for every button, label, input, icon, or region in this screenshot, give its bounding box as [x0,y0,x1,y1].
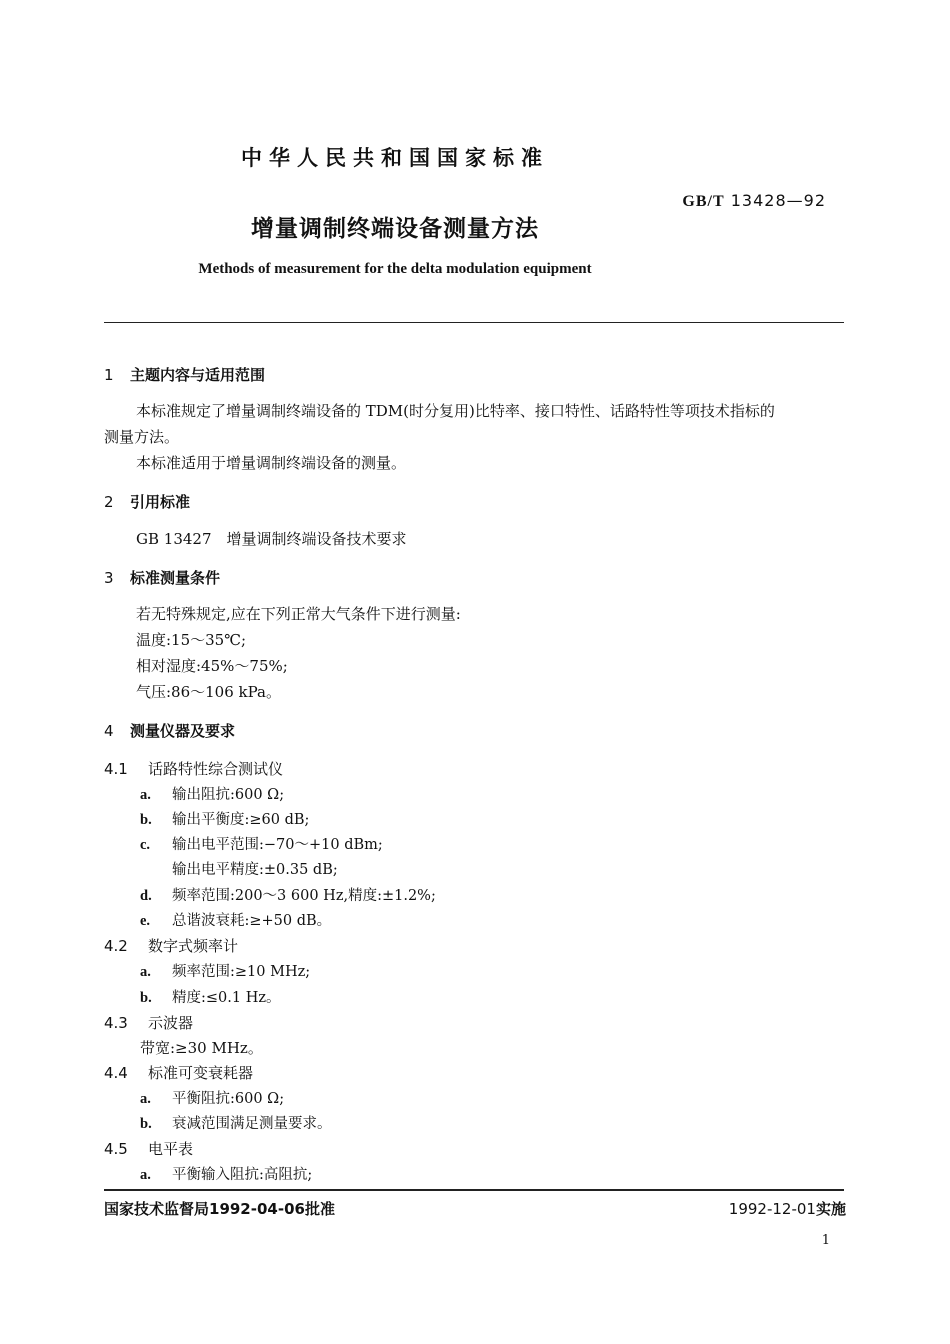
item-text: 精度:≤0.1 Hz。 [172,990,281,1006]
section-title: 标准测量条件 [130,569,221,587]
header-divider [104,322,844,323]
section-number: 2 [104,493,114,511]
paragraph: 若无特殊规定,应在下列正常大气条件下进行测量: [136,605,461,623]
subsection-4-1-heading [104,758,283,779]
list-item [140,783,284,804]
list-item [140,960,310,981]
list-item [140,1087,284,1108]
approval-info: 国家技术监督局1992-04-06批准 [104,1200,335,1218]
section-number: 4 [104,722,114,740]
subsection-number: 4.1 [104,760,128,778]
subsection-number: 4.4 [104,1064,128,1082]
section-4-heading [104,720,235,741]
item-text: 频率范围:≥10 MHz; [172,964,311,980]
subsection-4-4-heading [104,1062,253,1083]
subsection-4-2-heading [104,935,238,956]
implementation-date: 1992-12-01 [728,1200,816,1218]
condition-temperature: 温度:15～35℃; [136,631,247,649]
item-text: 总谐波衰耗:≥+50 dB。 [172,913,332,929]
section-title: 引用标准 [130,493,191,511]
section-1-heading [104,364,265,385]
item-letter: a. [140,1091,151,1107]
subsection-title: 示波器 [148,1014,194,1032]
subsection-4-3-heading [104,1012,193,1033]
bandwidth-spec: 带宽:≥30 MHz。 [140,1039,263,1057]
list-item [140,808,309,829]
document-title: 增量调制终端设备测量方法 [251,216,539,242]
item-letter: a. [140,787,151,803]
reference-standard: GB 13427 增量调制终端设备技术要求 [136,530,407,548]
item-letter: b. [140,1116,152,1132]
condition-humidity: 相对湿度:45%～75%; [136,657,288,675]
subsection-number: 4.5 [104,1140,128,1158]
section-title: 主题内容与适用范围 [130,366,266,384]
section-number: 1 [104,366,114,384]
list-item-continuation: 输出电平精度:±0.35 dB; [172,862,338,878]
paragraph: 本标准规定了增量调制终端设备的 TDM(时分复用)比特率、接口特性、话路特性等项技术指标的 [136,402,775,420]
page-number: 1 [821,1233,830,1248]
list-item [140,884,436,905]
item-letter: a. [140,1167,151,1183]
item-letter: a. [140,964,151,980]
item-letter: e. [140,913,151,929]
item-text: 输出阻抗:600 Ω; [172,787,285,803]
item-letter: d. [140,888,152,904]
subsection-title: 电平表 [148,1140,194,1158]
condition-pressure: 气压:86～106 kPa。 [136,683,281,701]
standard-code [682,191,826,211]
paragraph-continuation: 测量方法。 [104,428,180,446]
list-item [140,986,281,1007]
item-text: 输出平衡度:≥60 dB; [172,812,310,828]
subsection-4-5-heading [104,1138,193,1159]
item-letter: b. [140,990,152,1006]
subsection-title: 标准可变衰耗器 [148,1064,254,1082]
item-text: 输出电平范围:−70～+10 dBm; [172,837,383,853]
list-item [140,833,383,854]
item-text: 衰减范围满足测量要求。 [172,1116,332,1132]
section-3-heading [104,567,220,588]
implementation-label: 实施 [815,1200,846,1218]
subsection-number: 4.3 [104,1014,128,1032]
list-item [140,909,331,930]
item-text: 频率范围:200～3 600 Hz,精度:±1.2%; [172,888,436,904]
subsection-number: 4.2 [104,937,128,955]
section-number: 3 [104,569,114,587]
item-letter: b. [140,812,152,828]
section-title: 测量仪器及要求 [130,722,236,740]
subsection-title: 数字式频率计 [148,937,239,955]
footer-divider [104,1189,844,1191]
standard-code-prefix: GB/T [682,193,725,210]
item-letter: c. [140,837,151,853]
document-subtitle: Methods of measurement for the delta modulation equipment [198,261,592,277]
section-2-heading [104,491,190,512]
item-text: 平衡阻抗:600 Ω; [172,1091,285,1107]
list-item [140,1163,312,1184]
item-text: 平衡输入阻抗:高阻抗; [172,1167,313,1183]
paragraph: 本标准适用于增量调制终端设备的测量。 [136,454,407,472]
issuing-authority: 中华人民共和国国家标准 [241,146,549,170]
implementation-info [729,1198,846,1219]
subsection-title: 话路特性综合测试仪 [148,760,284,778]
list-item [140,1112,332,1133]
standard-code-number: 13428—92 [730,191,826,210]
